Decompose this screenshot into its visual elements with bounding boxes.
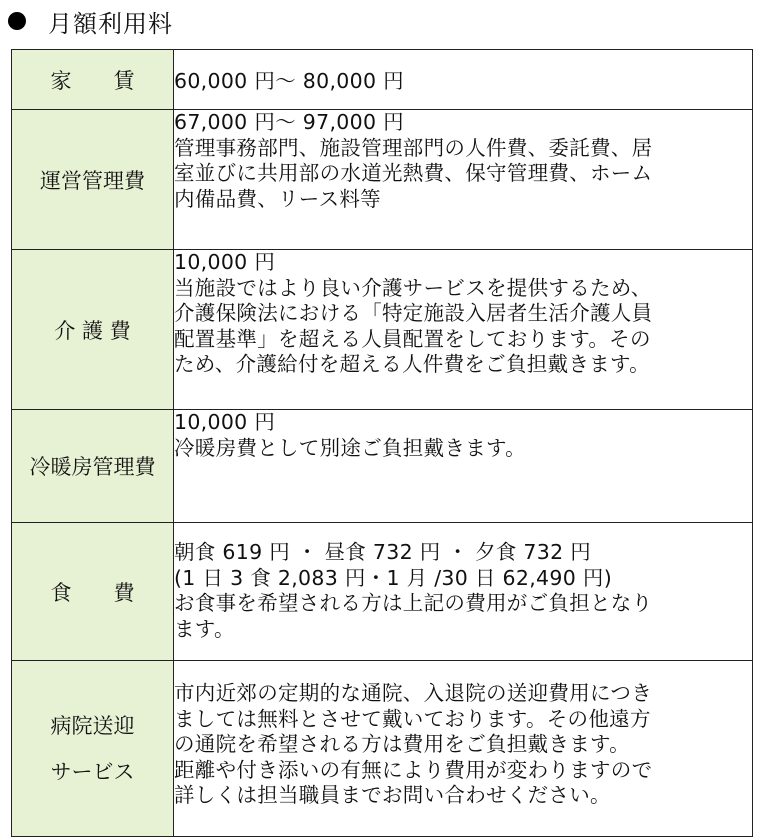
section-heading — [8, 6, 173, 36]
row-content — [174, 50, 753, 110]
table-row-meals — [12, 523, 753, 661]
content-line: 距離や付き添いの有無により費用が変わりますので — [174, 757, 653, 782]
table-row-hvac — [12, 410, 753, 523]
row-content — [174, 523, 753, 661]
label-line: 病院送迎 — [50, 713, 135, 738]
row-label: 冷暖房管理費 — [12, 410, 174, 523]
table-row-care — [12, 250, 753, 410]
row-content — [174, 110, 753, 250]
content-line: 67,000 円～ 97,000 円 — [174, 110, 404, 134]
bullet-icon — [8, 12, 26, 30]
row-label — [12, 661, 174, 837]
row-label: 食 費 — [12, 523, 174, 661]
content-line: 管理事務部門、施設管理部門の人件費、委託費、居 — [174, 135, 653, 160]
content-line: 10,000 円 — [174, 250, 276, 274]
table-row-rent — [12, 50, 753, 110]
content-line: 冷暖房費として別途ご負担戴きます。 — [174, 435, 526, 460]
row-content — [174, 250, 753, 410]
row-label: 介 護 費 — [12, 250, 174, 410]
table-row-management — [12, 110, 753, 250]
row-content — [174, 410, 753, 523]
content-line: 10,000 円 — [174, 410, 276, 434]
content-line: 朝食 619 円 ・ 昼食 732 円 ・ 夕食 732 円 — [174, 540, 592, 564]
content-line: ため、介護給付を超える人件費をご負担戴きます。 — [174, 352, 650, 376]
row-label: 運営管理費 — [12, 110, 174, 250]
content-line: 当施設ではより良い介護サービスを提供するため、 — [174, 275, 652, 300]
content-line: (1 日 3 食 2,083 円・1 月 /30 日 62,490 円) — [174, 565, 612, 590]
row-label: 家 賃 — [12, 50, 174, 110]
content-line: 介護保険法における「特定施設入居者生活介護人員 — [174, 301, 653, 325]
content-line: ましては無料とさせて戴いております。その他遠方 — [174, 706, 651, 731]
content-line: 詳しくは担当職員までお問い合わせください。 — [174, 783, 611, 807]
row-content — [174, 661, 753, 837]
label-line: サービス — [50, 759, 135, 784]
content-line: 室並びに共用部の水道光熱費、保守管理費、ホーム — [174, 161, 653, 185]
content-line: の通院を希望される方は費用をご負担戴きます。 — [174, 732, 630, 756]
content-line: 市内近郊の定期的な通院、入退院の送迎費用につき — [174, 681, 652, 705]
content-line: 内備品費、リース料等 — [174, 186, 381, 211]
heading-title: 月額利用料 — [48, 9, 173, 38]
content-line: 60,000 円～ 80,000 円 — [174, 68, 404, 93]
monthly-fee-table — [11, 49, 753, 837]
content-line: ます。 — [174, 616, 235, 641]
content-line: お食事を希望される方は上記の費用がご負担となり — [174, 591, 653, 615]
content-line: 配置基準」を超える人員配置をしております。その — [174, 326, 651, 351]
table-row-hospital-transport — [12, 661, 753, 837]
